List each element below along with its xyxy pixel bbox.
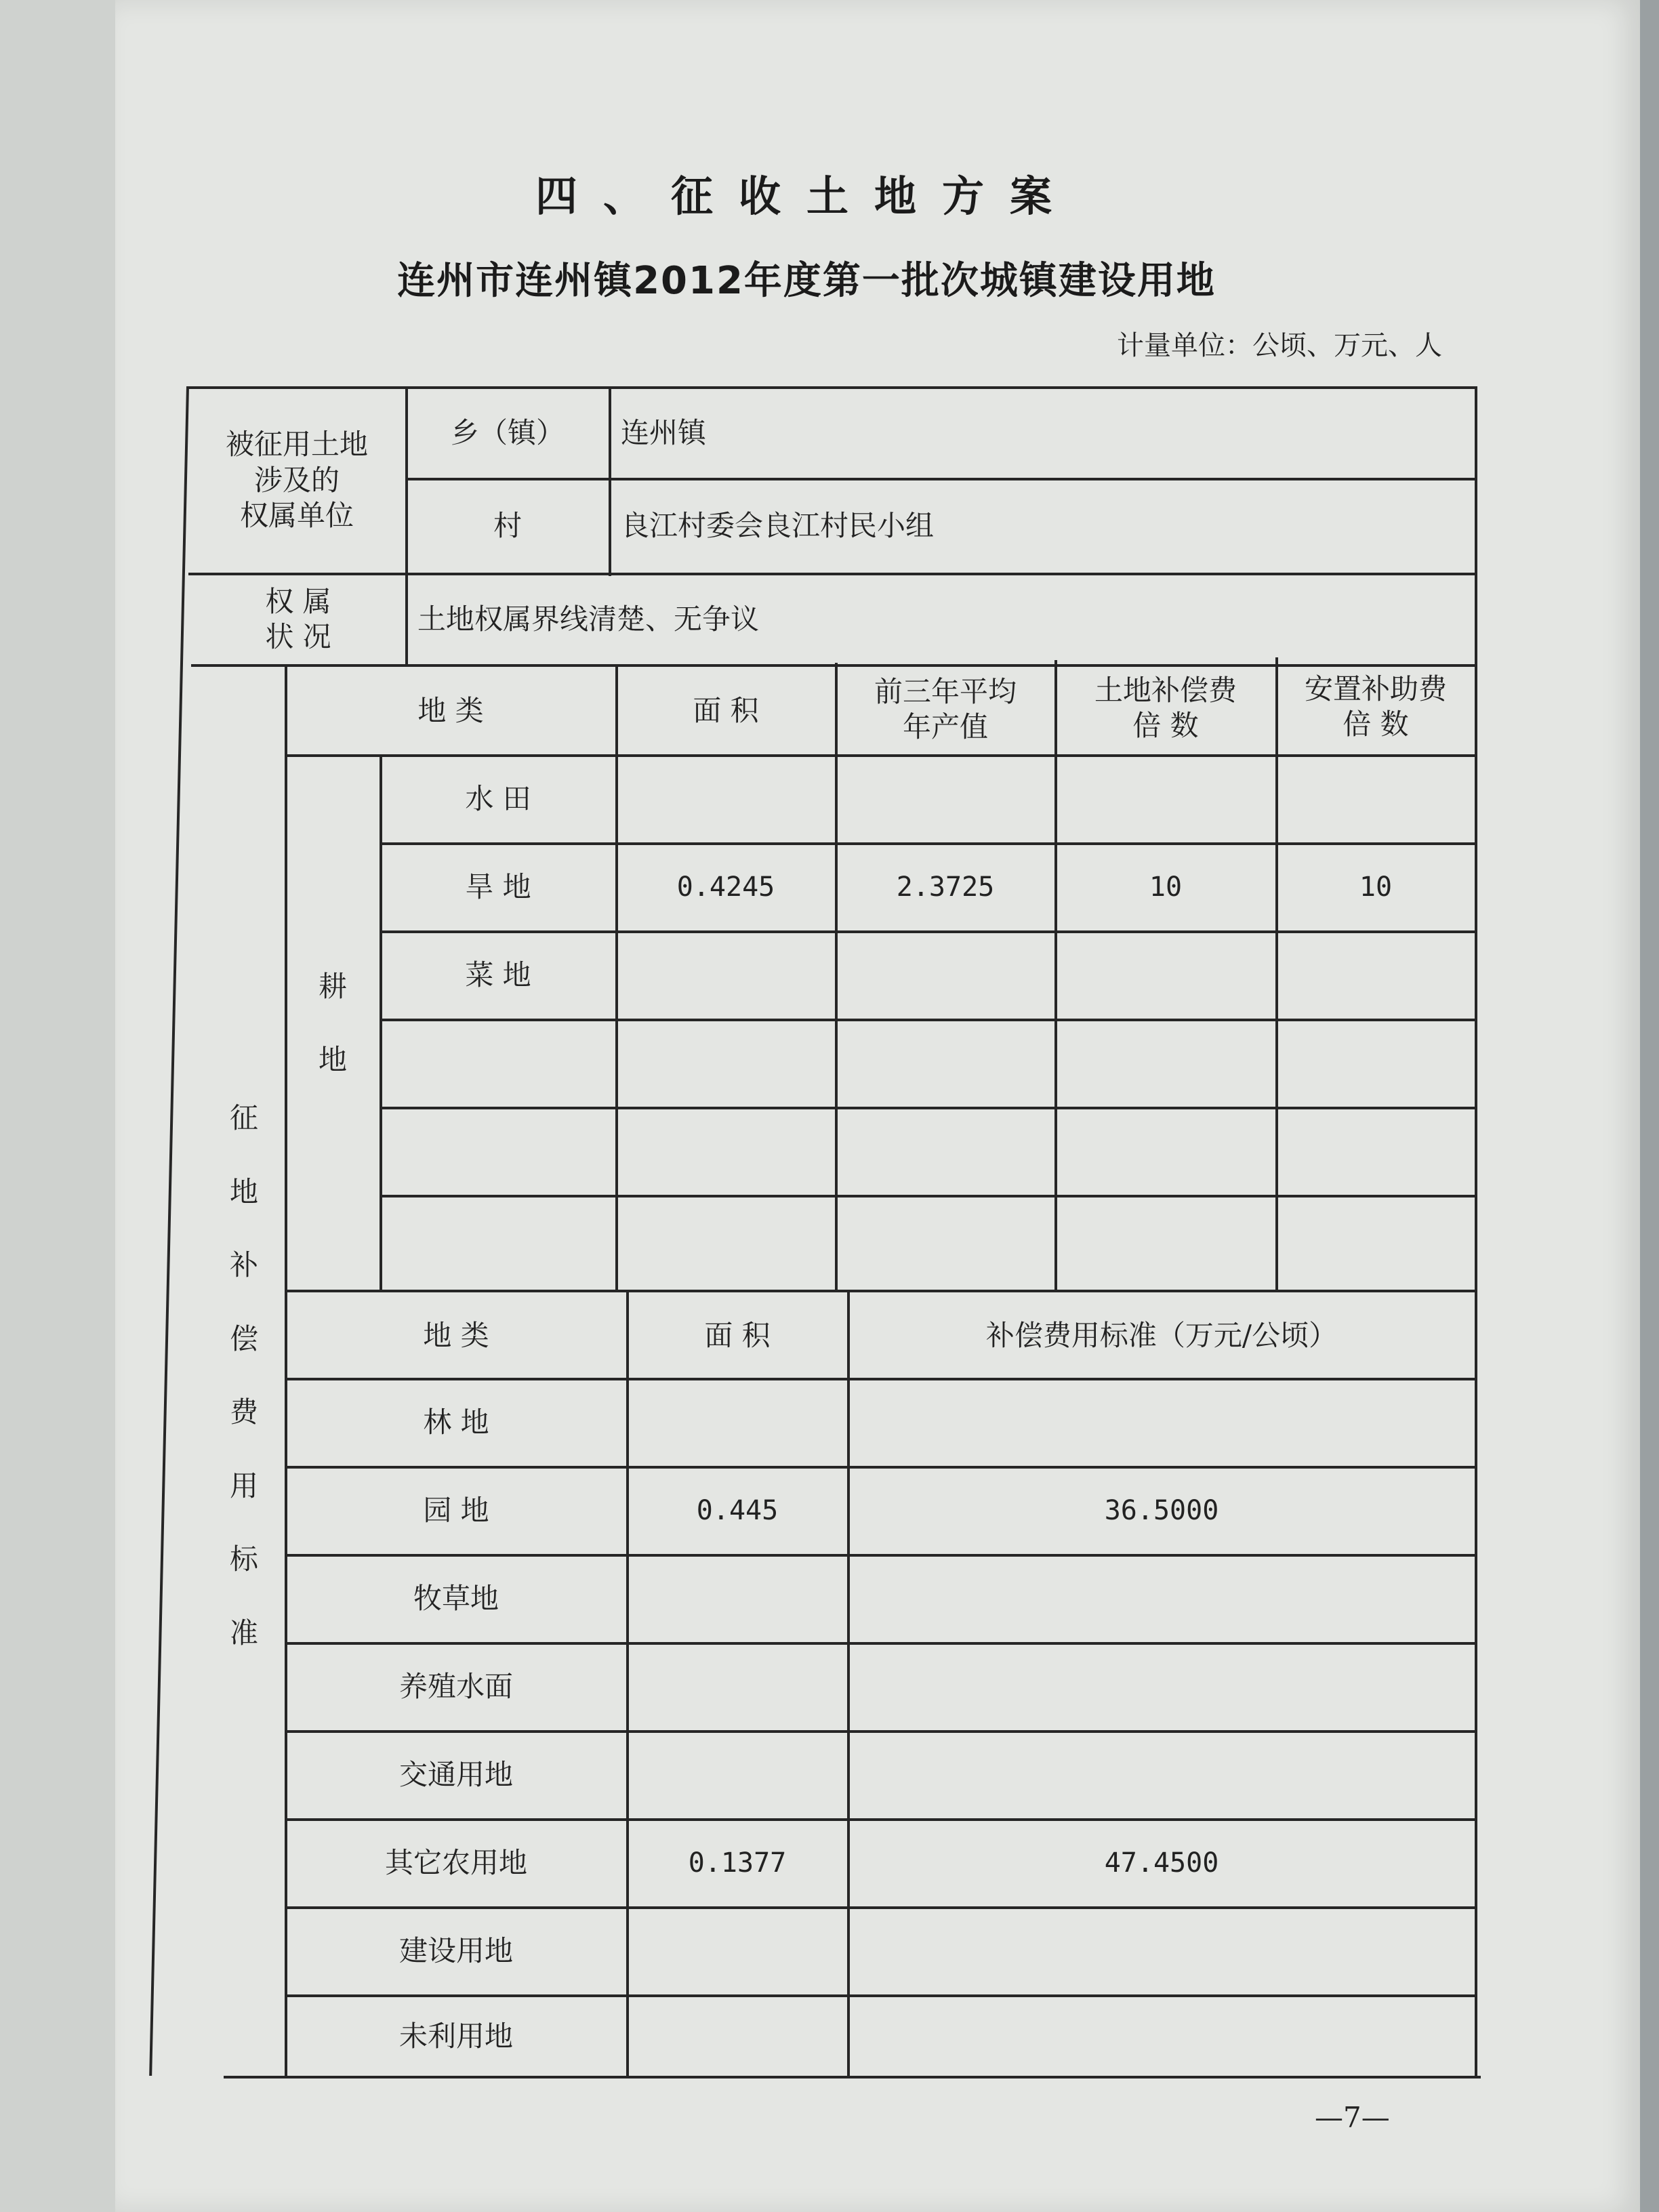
vertical-char: 费 [229, 1395, 258, 1429]
cultivated-row-type [382, 1109, 614, 1193]
other-row-area: 0.445 [696, 1495, 779, 1526]
cultivated-row-avg-output [838, 1109, 1053, 1193]
page-title: 四、征收土地方案 [535, 171, 1078, 221]
header-resettle-multiple: 安置补助费 倍 数 [1304, 672, 1447, 741]
other-row-area [629, 1909, 846, 1993]
cultivated-row-resettle-multiple: 10 [1359, 872, 1393, 903]
other-row-area [629, 1997, 846, 2076]
cultivated-row-type: 菜 地 [465, 958, 531, 991]
header-land-multiple: 土地补偿费 倍 数 [1094, 673, 1237, 742]
cultivated-row-avg-output [838, 933, 1053, 1017]
cultivated-row-avg-output [838, 1021, 1053, 1105]
cultivated-row-type [382, 1021, 614, 1105]
cultivated-row-area [618, 757, 834, 841]
section-label [203, 1071, 285, 1681]
other-row-area [629, 1645, 846, 1729]
header-area: 面 积 [693, 693, 759, 727]
village-value: 良江村委会良江村民小组 [621, 509, 935, 543]
other-row-standard [850, 1997, 1473, 2076]
cultivated-row-type: 水 田 [465, 781, 531, 815]
other-row-area [629, 1380, 846, 1465]
header-avg-output: 前三年平均 年产值 [874, 674, 1017, 743]
page-subtitle: 连州市连州镇2012年度第一批次城镇建设用地 [397, 259, 1216, 303]
cultivated-row-area [618, 1021, 834, 1105]
cultivated-row-area [618, 1109, 834, 1193]
other-row-standard [850, 1380, 1473, 1465]
vertical-char: 耕 [318, 969, 347, 1003]
other-row-standard [850, 1557, 1473, 1641]
table-border-left [149, 386, 189, 2076]
header2-standard: 补偿费用标准（万元/公顷） [985, 1318, 1338, 1352]
township-label: 乡（镇） [450, 415, 565, 449]
cultivated-label [287, 757, 378, 1290]
cult-row-line-6 [285, 1290, 1475, 1292]
cultivated-row-land-multiple [1057, 1021, 1274, 1105]
township-value: 连州镇 [621, 415, 707, 449]
other-row-area [629, 1733, 846, 1817]
cultivated-row-type [382, 1197, 614, 1288]
cultivated-row-type: 旱 地 [465, 869, 531, 903]
cultivated-row-area: 0.4245 [676, 872, 775, 903]
other-row-type: 园 地 [423, 1493, 489, 1527]
other-row-area: 0.1377 [688, 1847, 787, 1879]
vertical-char: 标 [229, 1542, 258, 1576]
unit-note: 计量单位：公顷、万元、人 [1117, 330, 1442, 361]
header2-area: 面 积 [704, 1318, 771, 1352]
cultivated-row-area [618, 933, 834, 1017]
cultivated-row-avg-output: 2.3725 [896, 872, 995, 903]
vertical-char: 地 [318, 1043, 347, 1076]
cultivated-row-avg-output [838, 1197, 1053, 1288]
cultivated-row-land-multiple [1057, 1109, 1274, 1193]
vertical-char: 准 [229, 1616, 258, 1650]
other-row-standard: 47.4500 [1104, 1847, 1219, 1879]
vertical-char: 补 [229, 1248, 258, 1282]
vertical-char: 征 [229, 1101, 258, 1134]
village-label: 村 [493, 509, 522, 543]
cultivated-row-land-multiple [1057, 933, 1274, 1017]
other-row-type: 未利用地 [398, 2019, 513, 2053]
other-row-standard [850, 1645, 1473, 1729]
vertical-char: 用 [229, 1469, 258, 1502]
cultivated-row-resettle-multiple [1278, 757, 1473, 841]
ownership-group-label: 被征用土地 涉及的 权属单位 [225, 428, 368, 533]
header2-land-type: 地 类 [423, 1318, 489, 1352]
other-row-standard [850, 1733, 1473, 1817]
cultivated-row-resettle-multiple [1278, 933, 1473, 1017]
page-number: —7— [1315, 2101, 1390, 2134]
cultivated-row-land-multiple [1057, 757, 1274, 841]
other-row-standard: 36.5000 [1104, 1495, 1219, 1526]
vertical-char: 偿 [229, 1322, 258, 1355]
vertical-char: 地 [229, 1174, 258, 1208]
cultivated-row-land-multiple: 10 [1149, 872, 1183, 903]
other-row-area [629, 1557, 846, 1641]
cultivated-row-resettle-multiple [1278, 1197, 1473, 1288]
other-row-type: 养殖水面 [398, 1669, 513, 1703]
table-border-bottom [224, 2076, 1481, 2078]
other-row-type: 交通用地 [398, 1757, 513, 1791]
header-land-type: 地 类 [417, 693, 484, 727]
cultivated-row-resettle-multiple [1278, 1109, 1473, 1193]
status-label: 权 属 状 况 [265, 584, 331, 653]
other-row-type: 建设用地 [398, 1933, 513, 1967]
cultivated-row-area [618, 1197, 834, 1288]
other-row-type: 林 地 [423, 1405, 489, 1439]
other-row-type: 其它农用地 [384, 1845, 527, 1879]
table-border-right [1475, 386, 1477, 2078]
cultivated-row-avg-output [838, 757, 1053, 841]
other-row-standard [850, 1909, 1473, 1993]
cultivated-row-resettle-multiple [1278, 1021, 1473, 1105]
other-row-type: 牧草地 [413, 1581, 499, 1615]
cultivated-row-land-multiple [1057, 1197, 1274, 1288]
status-value: 土地权属界线清楚、无争议 [417, 602, 760, 636]
